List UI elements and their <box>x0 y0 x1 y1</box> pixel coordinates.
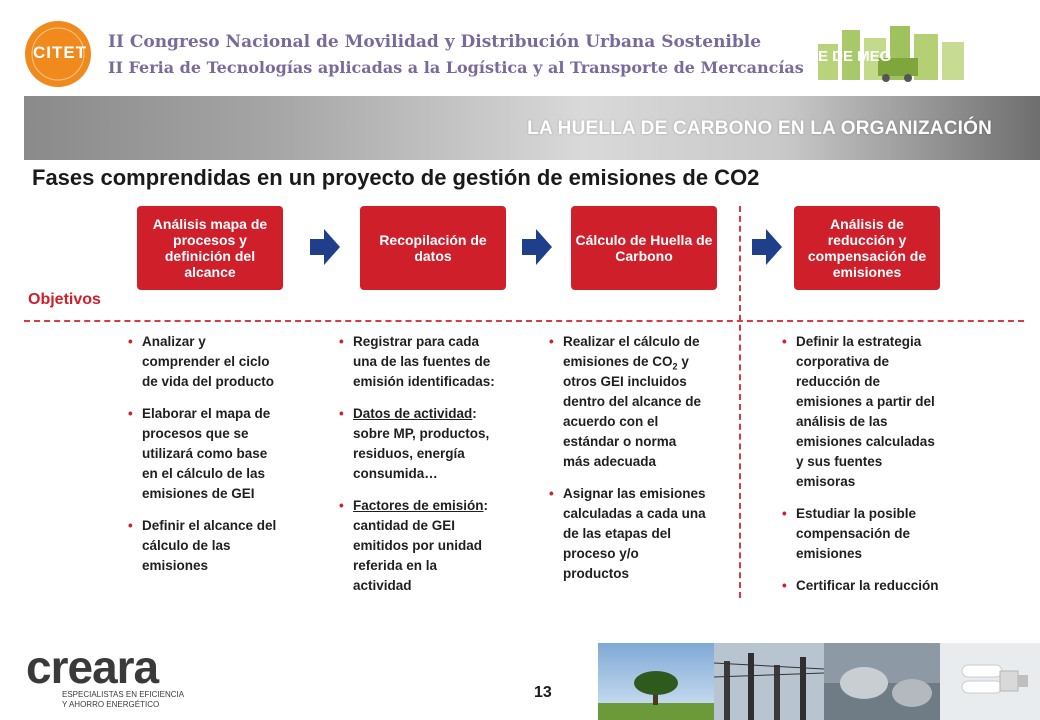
industrial-photo <box>824 643 940 720</box>
tree-photo <box>598 643 714 720</box>
fair-title: II Feria de Tecnologías aplicadas a la Logística y al Transporte de Mercancías <box>108 58 804 77</box>
list-item: • Realizar el cálculo de emisiones de $CO_2$ y otros GEI incluidos dentro del alcance de acuerdo con el estándar o norma más adecuada <box>549 332 707 472</box>
list-item: • Elaborar el mapa de procesos que se utilizará como base en el cálculo de las emisiones de GEI <box>128 404 286 504</box>
objectives-label: Objetivos <box>28 291 101 308</box>
citet-logo-text: CITET <box>32 43 88 62</box>
substation-photo <box>714 643 824 720</box>
list-item: • Definir la estrategia corporativa de reducción de emisiones a partir del análisis de las emisiones calculadas y sus fuentes emisoras <box>782 332 940 492</box>
arrow-right-icon <box>752 229 782 265</box>
vertical-divider <box>739 206 741 598</box>
list-item: • Estudiar la posible compensación de emisiones <box>782 504 940 564</box>
congress-title: II Congreso Nacional de Movilidad y Distribución Urbana Sostenible <box>108 32 762 52</box>
list-item: • Certificar la reducción <box>782 576 940 596</box>
phase-box-analysis: Análisis mapa de procesos y definición del alcance <box>137 206 283 290</box>
header-art-caption: E DE MEG <box>818 48 892 65</box>
objectives-column-2 <box>339 332 497 608</box>
creara-tagline: ESPECIALISTAS EN EFICIENCIA <box>62 690 185 699</box>
page-number: 13 <box>534 684 552 701</box>
creara-logo: creara <box>26 641 159 693</box>
term-activity-data: Datos de actividad <box>353 406 473 421</box>
objectives-column-1 <box>128 332 286 588</box>
list-item: • Definir el alcance del cálculo de las emisiones <box>128 516 286 576</box>
light-bulb-photo <box>940 643 1040 720</box>
list-item: • Asignar las emisiones calculadas a cada una de las etapas del proceso y/o productos <box>549 484 707 584</box>
list-item: • Factores de emisión: cantidad de GEI emitidos por unidad referida en la actividad <box>339 496 497 596</box>
list-item: • Registrar para cada una de las fuentes de emisión identificadas: <box>339 332 497 392</box>
term-emission-factors: Factores de emisión <box>353 498 484 513</box>
list-item: • Analizar y comprender el ciclo de vida del producto <box>128 332 286 392</box>
phase-box-reduction: Análisis de reducción y compensación de emisiones <box>794 206 940 290</box>
slide-title: Fases comprendidas en un proyecto de gestión de emisiones de CO2 <box>32 165 760 190</box>
phase-box-data-collection: Recopilación de datos <box>360 206 506 290</box>
arrow-right-icon <box>310 229 340 265</box>
arrow-right-icon <box>522 229 552 265</box>
objectives-column-3 <box>549 332 707 596</box>
horizontal-divider <box>24 320 1024 322</box>
objectives-column-4 <box>782 332 940 608</box>
banner-title: LA HUELLA DE CARBONO EN LA ORGANIZACIÓN <box>527 118 992 139</box>
list-item: • Datos de actividad: sobre MP, productos, residuos, energía consumida… <box>339 404 497 484</box>
creara-tagline: Y AHORRO ENERGÉTICO <box>62 700 160 709</box>
phase-box-carbon-footprint: Cálculo de Huella de Carbono <box>571 206 717 290</box>
